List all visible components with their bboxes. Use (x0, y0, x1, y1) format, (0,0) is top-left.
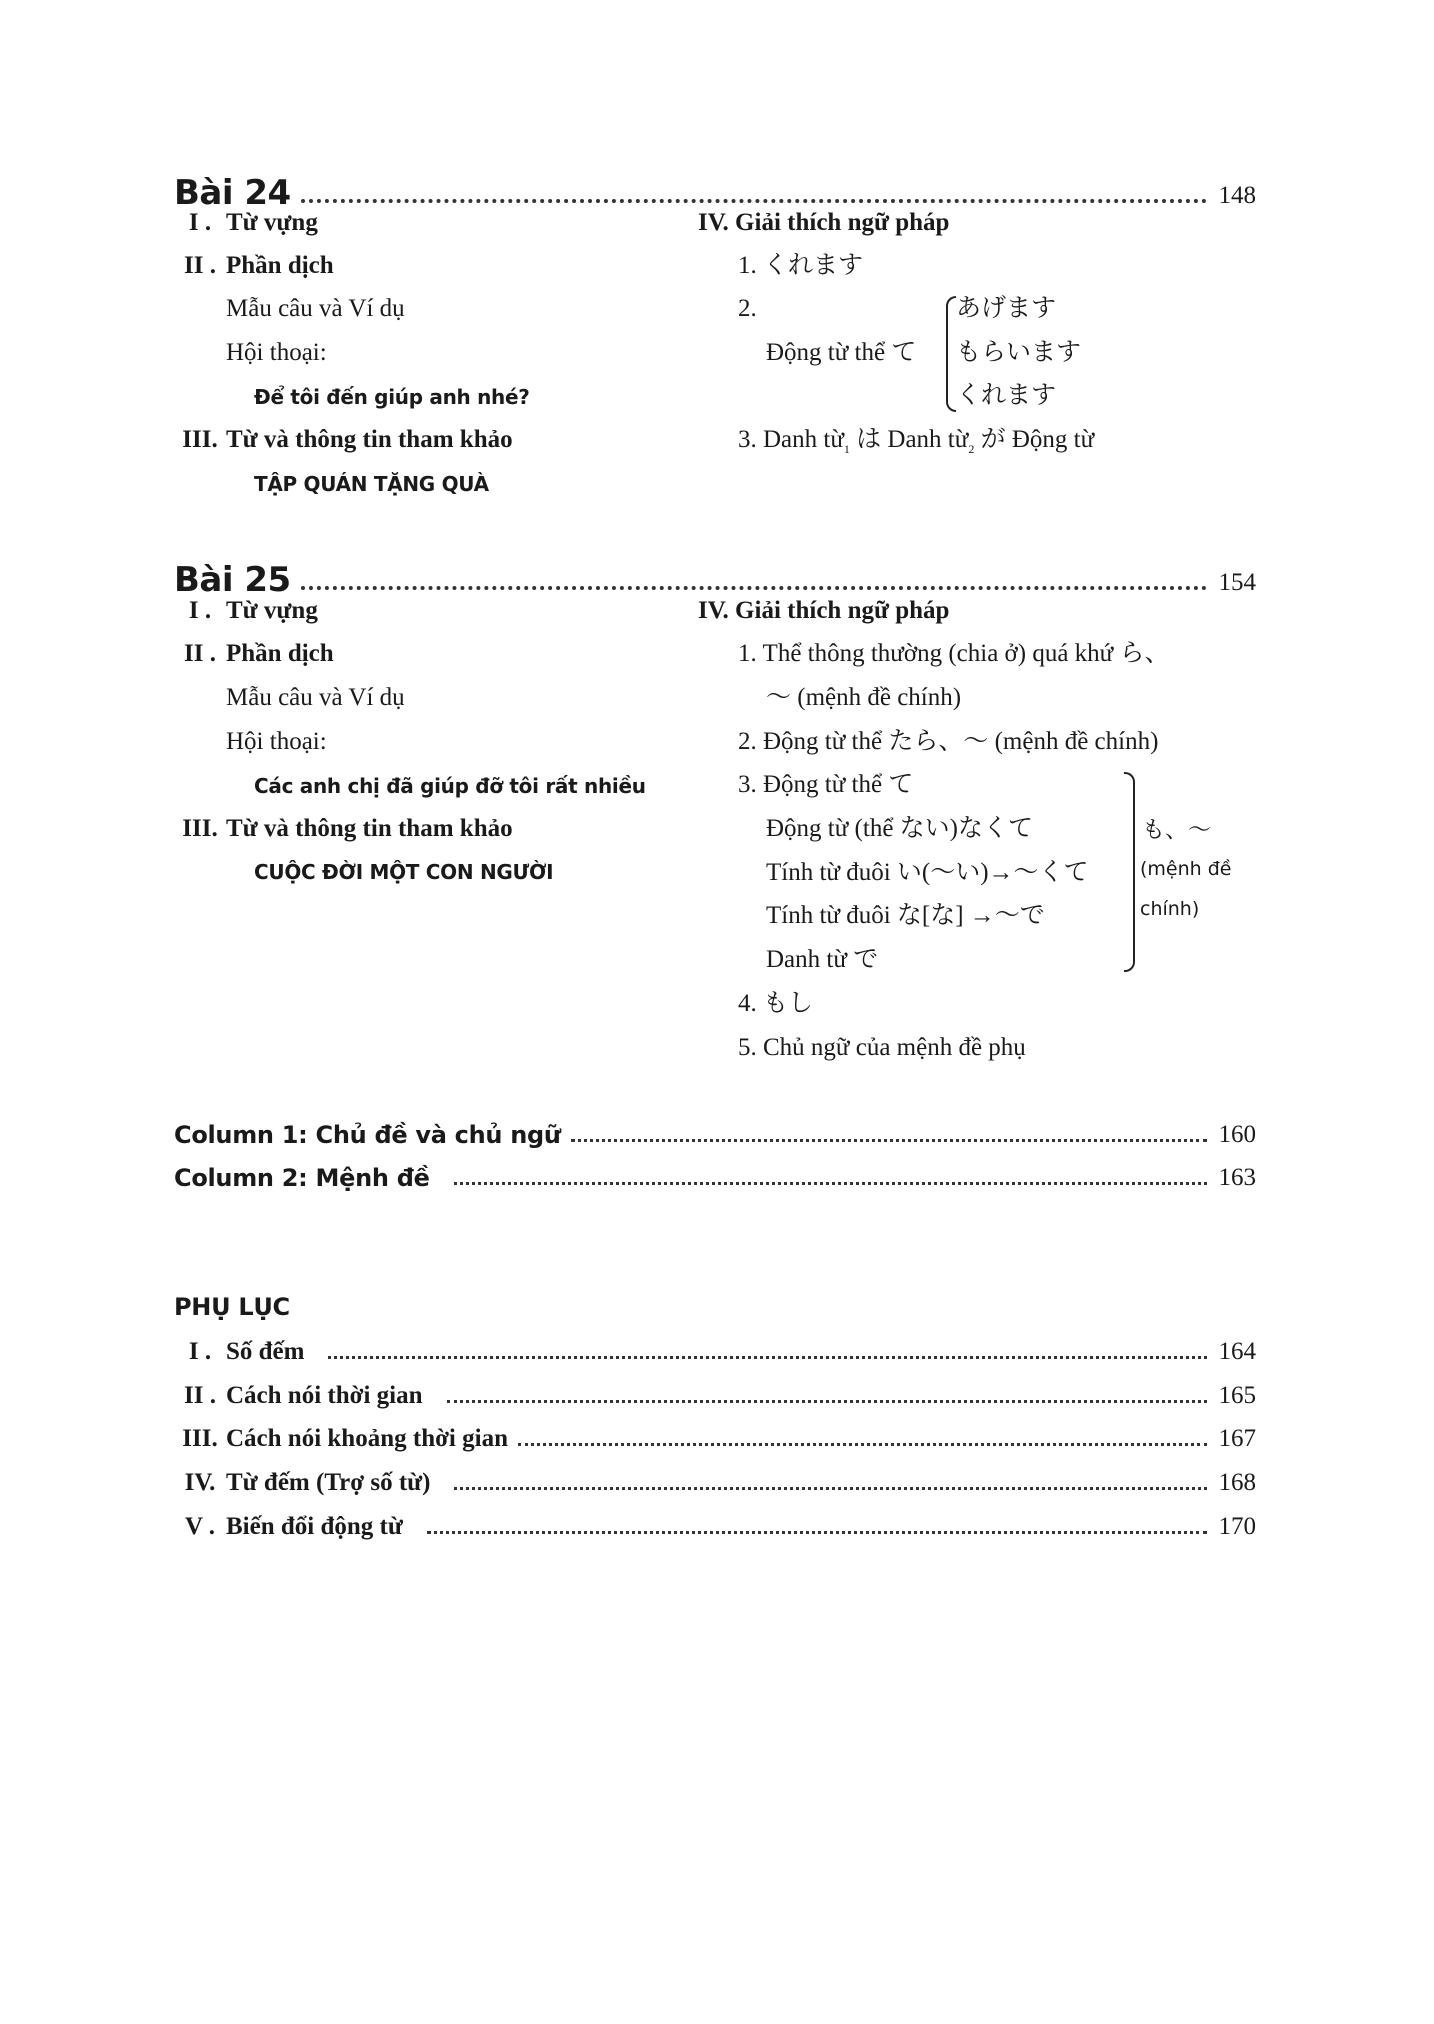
item-number: II . (184, 252, 216, 279)
item-number: III. (182, 1425, 218, 1452)
lesson-25-heading[interactable] (174, 547, 1256, 600)
toc-subitem-sentence-patterns[interactable]: Mẫu câu và Ví dụ (226, 295, 405, 322)
reference-title[interactable]: TẬP QUÁN TẶNG QUÀ (254, 472, 489, 496)
item-number: I . (188, 1338, 212, 1365)
page-number: 164 (1218, 1338, 1256, 1365)
item-label: Từ và thông tin tham khảo (226, 815, 513, 842)
toc-item-vocabulary[interactable] (174, 596, 318, 626)
item-label: Phần dịch (226, 640, 334, 667)
toc-item-reference[interactable] (174, 425, 513, 455)
item-number: II . (184, 640, 216, 667)
grammar-item-1-cont: ～ (mệnh đề chính) (766, 684, 962, 711)
item-label: Cách nói thời gian (226, 1382, 423, 1409)
toc-item-vocabulary[interactable] (174, 208, 318, 238)
toc-subitem-conversation[interactable]: Hội thoại: (226, 728, 327, 755)
subscript: 1 (843, 442, 850, 456)
lesson-24-heading[interactable] (174, 160, 1256, 213)
grammar-text: 3. Danh từ (738, 426, 844, 453)
item-number: III. (182, 815, 218, 842)
page-number: 154 (1218, 569, 1256, 596)
page-number: 170 (1218, 1513, 1256, 1540)
toc-subitem-sentence-patterns[interactable]: Mẫu câu và Ví dụ (226, 684, 405, 711)
grammar-item-2-verb: Động từ thể て (766, 339, 917, 366)
grammar-item-3-line: Danh từ で (766, 946, 879, 973)
grammar-item-1[interactable]: 1. Thể thông thường (chia ở) quá khứ ら、 (738, 640, 1170, 667)
appendix-title: PHỤ LỤC (174, 1293, 290, 1321)
page-number: 167 (1218, 1425, 1256, 1452)
item-label: Từ vựng (226, 597, 318, 624)
item-label: Từ vựng (226, 209, 318, 236)
item-label: Số đếm (226, 1338, 305, 1365)
toc-item-reference[interactable] (174, 814, 513, 844)
leader-dots (571, 1139, 1207, 1142)
leader-dots (454, 1182, 1207, 1185)
grammar-item-4[interactable]: 4. もし (738, 990, 814, 1017)
appendix-item[interactable] (174, 1420, 1256, 1454)
item-number: II . (184, 1382, 216, 1409)
subscript: 2 (968, 442, 975, 456)
lesson-title: Bài 24 (174, 173, 291, 213)
grammar-item-5[interactable]: 5. Chủ ngữ của mệnh đề phụ (738, 1034, 1026, 1061)
lesson-title: Bài 25 (174, 560, 291, 600)
column-label: Column 2: Mệnh đề (174, 1164, 430, 1192)
leader-dots (518, 1443, 1207, 1446)
page-number: 160 (1218, 1121, 1256, 1148)
toc-item-grammar[interactable]: IV. Giải thích ngữ pháp (698, 597, 950, 624)
appendix-item[interactable] (174, 1508, 1256, 1542)
item-number: IV. (184, 1469, 216, 1496)
item-label: Từ và thông tin tham khảo (226, 426, 513, 453)
grammar-option: あげます (956, 295, 1057, 322)
leader-dots (454, 1487, 1206, 1490)
toc-column-1[interactable] (174, 1116, 1256, 1150)
item-label: Phần dịch (226, 252, 334, 279)
page-number: 168 (1218, 1469, 1256, 1496)
item-label: Từ đếm (Trợ số từ) (226, 1469, 431, 1496)
appendix-item[interactable] (174, 1464, 1256, 1498)
page-number: 148 (1218, 182, 1256, 209)
grammar-item-2-number[interactable]: 2. (738, 295, 757, 322)
leader-dots (301, 586, 1207, 590)
column-label: Column 1: Chủ đề và chủ ngữ (174, 1121, 561, 1149)
item-label: Biến đổi động từ (226, 1513, 403, 1540)
item-number: V . (184, 1513, 216, 1540)
toc-column-2[interactable] (174, 1159, 1256, 1193)
conversation-title[interactable]: Các anh chị đã giúp đỡ tôi rất nhiều (254, 774, 646, 798)
grammar-option: くれます (956, 382, 1057, 409)
item-number: I . (188, 209, 212, 236)
toc-subitem-conversation[interactable]: Hội thoại: (226, 339, 327, 366)
grammar-text: は Danh từ (849, 426, 969, 453)
curly-brace (1124, 772, 1135, 972)
leader-dots (447, 1400, 1207, 1403)
grammar-item-3-line: Động từ (thể ない)なくて (766, 815, 1033, 842)
toc-item-grammar[interactable]: IV. Giải thích ngữ pháp (698, 209, 950, 236)
grammar-result: (mệnh đề (1140, 858, 1232, 880)
curly-brace (946, 296, 956, 412)
toc-item-translation[interactable] (174, 639, 334, 669)
grammar-item-3-line: Tính từ đuôi い(～い)→～くて (766, 859, 1089, 886)
grammar-item-3[interactable] (738, 425, 1094, 464)
page-number: 163 (1218, 1164, 1256, 1191)
page-number: 165 (1218, 1382, 1256, 1409)
toc-item-translation[interactable] (174, 251, 334, 281)
grammar-item-2[interactable]: 2. Động từ thể たら、～ (mệnh đề chính) (738, 728, 1159, 755)
grammar-item-3[interactable]: 3. Động từ thể て (738, 771, 914, 798)
grammar-result: chính) (1140, 898, 1200, 920)
leader-dots (301, 199, 1207, 203)
appendix-item[interactable] (174, 1333, 1256, 1367)
grammar-option: もらいます (956, 339, 1082, 366)
grammar-text: が Động từ (974, 426, 1095, 453)
item-number: I . (188, 597, 212, 624)
grammar-result: も、～ (1142, 817, 1211, 842)
item-label: Cách nói khoảng thời gian (226, 1425, 508, 1452)
leader-dots (328, 1356, 1206, 1359)
grammar-item-3-line: Tính từ đuôi な[な] →～で (766, 902, 1045, 929)
conversation-title[interactable]: Để tôi đến giúp anh nhé? (254, 385, 530, 409)
item-number: III. (182, 426, 218, 453)
grammar-item-1[interactable]: 1. くれます (738, 252, 864, 279)
leader-dots (427, 1531, 1207, 1534)
reference-title[interactable]: CUỘC ĐỜI MỘT CON NGƯỜI (254, 860, 554, 884)
appendix-item[interactable] (174, 1377, 1256, 1411)
